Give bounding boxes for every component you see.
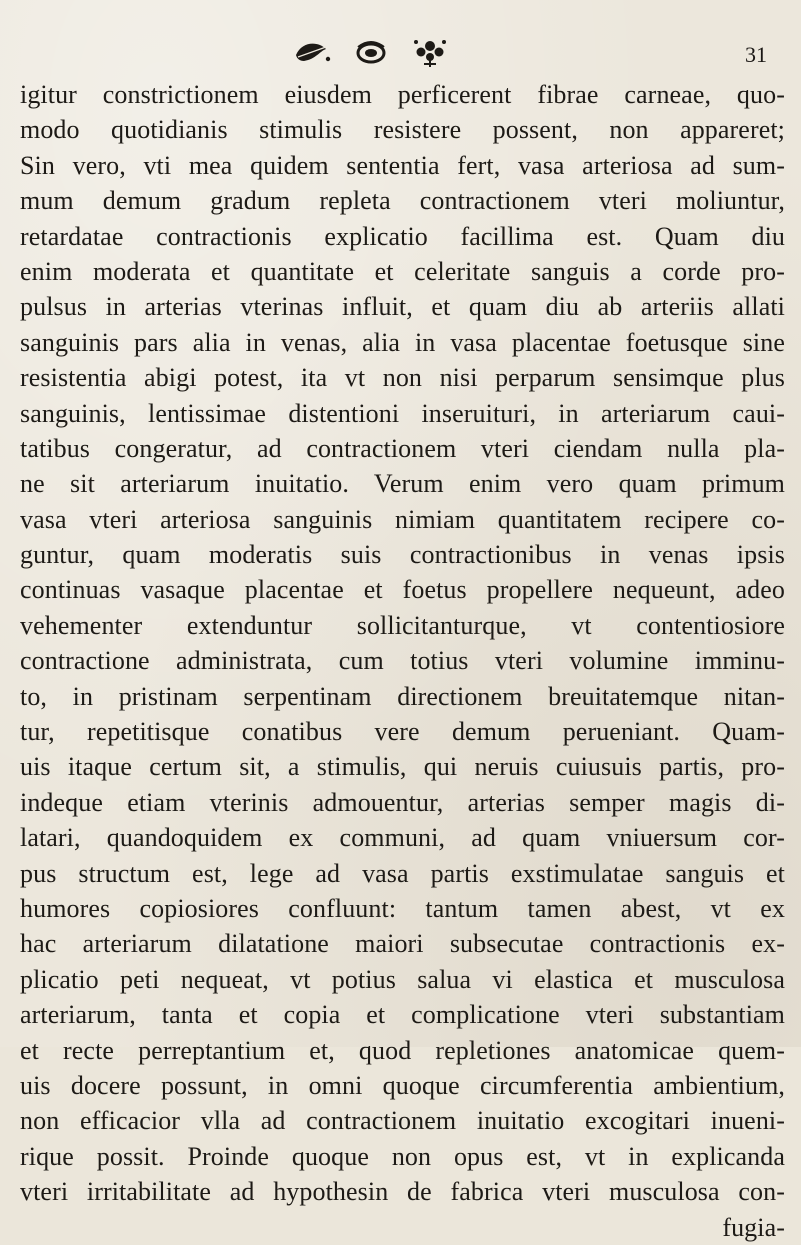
- header-ornaments: [292, 38, 492, 72]
- text-line: uis itaque certum sit, a stimulis, qui neruis cuiusuis partis, pro-: [20, 752, 785, 782]
- text-line: uis docere possunt, in omni quoque circumferentia ambientium,: [20, 1070, 785, 1100]
- text-line: modo quotidianis stimulis resistere possent, non appareret;: [20, 115, 785, 145]
- text-line: tatibus congeratur, ad contractionem vteri ciendam nulla pla-: [20, 433, 785, 463]
- text-line: enim moderata et quantitate et celeritate sanguis a corde pro-: [20, 256, 785, 286]
- text-line: vasa vteri arteriosa sanguinis nimiam quantitatem recipere co-: [20, 504, 785, 534]
- text-line: tur, repetitisque conatibus vere demum perueniant. Quam-: [20, 717, 785, 747]
- text-line: indeque etiam vterinis admouentur, arterias semper magis di-: [20, 787, 785, 817]
- text-line: ne sit arteriarum inuitatio. Verum enim vero quam primum: [20, 469, 785, 499]
- text-line: hac arteriarum dilatatione maiori subsecutae contractionis ex-: [20, 929, 785, 959]
- text-line: fugia-: [722, 1212, 785, 1242]
- text-line: contractione administrata, cum totius vteri volumine imminu-: [20, 646, 785, 676]
- text-line: sanguinis pars alia in venas, alia in vasa placentae foetusque sine: [20, 327, 785, 357]
- text-line: non efficacior vlla ad contractionem inuitatio excogitari inueni-: [20, 1106, 785, 1136]
- text-line: vteri irritabilitate ad hypothesin de fabrica vteri musculosa con-: [20, 1177, 785, 1207]
- text-line: vehementer extenduntur sollicitanturque, vt contentiosiore: [20, 610, 785, 640]
- text-line: pulsus in arterias vterinas influit, et quam diu ab arteriis allati: [20, 292, 785, 322]
- text-line: igitur constrictionem eiusdem perficerent fibrae carneae, quo-: [20, 80, 785, 109]
- text-line: rique possit. Proinde quoque non opus est, vt in explicanda: [20, 1141, 785, 1171]
- flower-ornament-icon: [410, 36, 450, 75]
- text-line: arteriarum, tanta et copia et complicatione vteri substantiam: [20, 1000, 785, 1030]
- text-line: to, in pristinam serpentinam directionem breuitatemque nitan-: [20, 681, 785, 711]
- page-number: 31: [745, 42, 767, 67]
- text-line: sanguinis, lentissimae distentioni inseruituri, in arteriarum caui-: [20, 398, 785, 428]
- text-line: continuas vasaque placentae et foetus propellere nequeunt, adeo: [20, 575, 785, 605]
- body-text: [20, 77, 785, 1245]
- text-line: et recte perreptantium et, quod repletiones anatomicae quem-: [20, 1035, 785, 1065]
- text-line: humores copiosiores confluunt: tantum tamen abest, vt ex: [20, 893, 785, 923]
- text-line: guntur, quam moderatis suis contractionibus in venas ipsis: [20, 540, 785, 570]
- text-line: pus structum est, lege ad vasa partis exstimulatae sanguis et: [20, 858, 785, 888]
- rosette-ornament-icon: [354, 37, 388, 74]
- text-line: resistentia abigi potest, ita vt non nisi perparum sensimque plus: [20, 363, 785, 393]
- text-line: Sin vero, vti mea quidem sententia fert, vasa arteriosa ad sum-: [20, 150, 785, 180]
- text-line: retardatae contractionis explicatio facillima est. Quam diu: [20, 221, 785, 251]
- text-line: latari, quandoquidem ex communi, ad quam vniuersum cor-: [20, 823, 785, 853]
- text-line: mum demum gradum repleta contractionem vteri moliuntur,: [20, 186, 785, 216]
- leaf-ornament-icon: [292, 37, 332, 74]
- text-line: plicatio peti nequeat, vt potius salua vi elastica et musculosa: [20, 964, 785, 994]
- page-header: [0, 38, 801, 78]
